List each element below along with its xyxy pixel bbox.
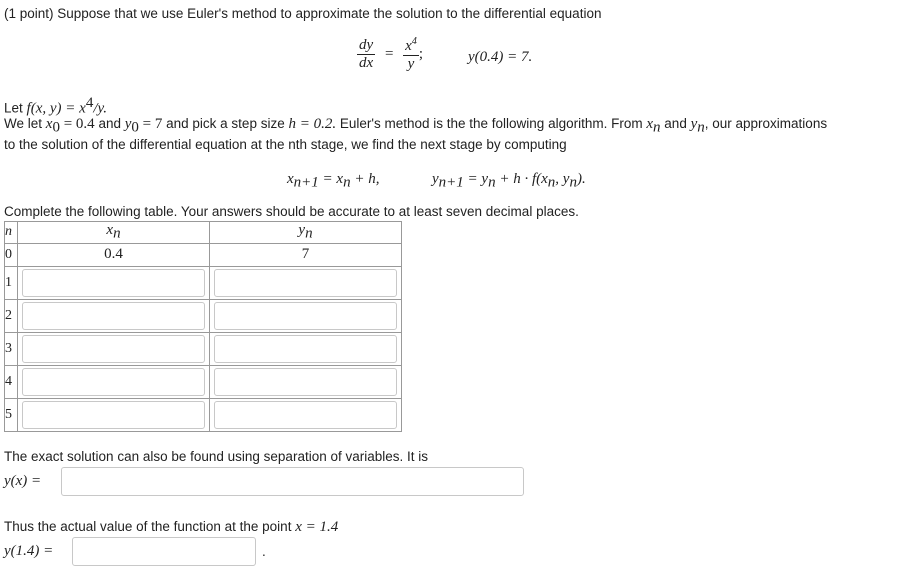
table-row bbox=[5, 398, 402, 431]
table-row bbox=[5, 243, 402, 266]
differential-equation: $\frac{dy}{dx}$ = $\frac{x^4}{y}$ ; bbox=[359, 36, 424, 72]
header-n: n bbox=[5, 222, 18, 244]
table-row bbox=[5, 299, 402, 332]
x2-input[interactable] bbox=[22, 302, 205, 330]
header-yn: $y_n$ bbox=[210, 222, 402, 244]
table-row bbox=[5, 365, 402, 398]
evaluation-point: x = 1.4 bbox=[295, 519, 339, 535]
x5-input[interactable] bbox=[22, 401, 205, 429]
y3-input[interactable] bbox=[214, 335, 397, 363]
x0-value: 0.4 bbox=[18, 243, 210, 266]
period: . bbox=[262, 544, 266, 559]
sentence-1: We let $x_0 = 0.4$ and $y_0 = 7$ and pick a step size h = 0.2. Euler's method is the the following algorithm. From $x_n$ and $y_n$, our approximations bbox=[4, 116, 828, 136]
eq-y: y bbox=[407, 56, 415, 72]
x3-input[interactable] bbox=[22, 335, 205, 363]
y4-input[interactable] bbox=[214, 368, 397, 396]
row-index: 4 bbox=[5, 365, 18, 398]
eq-dy: dy bbox=[359, 37, 374, 53]
row-index: 0 bbox=[5, 243, 18, 266]
actual-value-text: Thus the actual value of the function at the point x = 1.4 bbox=[4, 519, 339, 535]
f-definition-line: Let f(x, $y) = x^4/y$. bbox=[4, 95, 108, 117]
actual-value-label: y(1.4) = bbox=[4, 543, 54, 559]
euler-x-update: $x_{n+1} = x_n + h$, bbox=[287, 171, 380, 191]
table-row bbox=[5, 266, 402, 299]
x4-input[interactable] bbox=[22, 368, 205, 396]
sentence-2: to the solution of the differential equation at the nth stage, we find the next stage by computing bbox=[4, 137, 567, 152]
table-header-row bbox=[5, 222, 402, 244]
row-index: 1 bbox=[5, 266, 18, 299]
row-index: 3 bbox=[5, 332, 18, 365]
euler-y-update: $y_{n+1} = y_n + h \cdot f(x_n$, $y_n$). bbox=[432, 171, 586, 191]
f-definition: f(x, y) = x bbox=[26, 100, 86, 117]
exact-solution-text: The exact solution can also be found using separation of variables. It is bbox=[4, 449, 429, 464]
y5-input[interactable] bbox=[214, 401, 397, 429]
y0-value: 7 bbox=[210, 243, 402, 266]
header-xn: $x_n$ bbox=[18, 222, 210, 244]
euler-table bbox=[4, 221, 402, 432]
table-row bbox=[5, 332, 402, 365]
table-instructions: Complete the following table. Your answers should be accurate to at least seven decimal places. bbox=[4, 204, 579, 219]
exact-solution-label: y(x) = bbox=[4, 473, 42, 489]
x1-input[interactable] bbox=[22, 269, 205, 297]
y2-input[interactable] bbox=[214, 302, 397, 330]
eq-x4: x bbox=[405, 38, 412, 54]
problem-intro: (1 point) Suppose that we use Euler's method to approximate the solution to the differential equation bbox=[4, 6, 602, 21]
initial-condition: y(0.4) = 7. bbox=[468, 49, 533, 65]
row-index: 5 bbox=[5, 398, 18, 431]
exact-solution-input[interactable] bbox=[61, 467, 524, 496]
y1-input[interactable] bbox=[214, 269, 397, 297]
eq-dx: dx bbox=[359, 55, 374, 71]
row-index: 2 bbox=[5, 299, 18, 332]
actual-value-input[interactable] bbox=[72, 537, 256, 566]
